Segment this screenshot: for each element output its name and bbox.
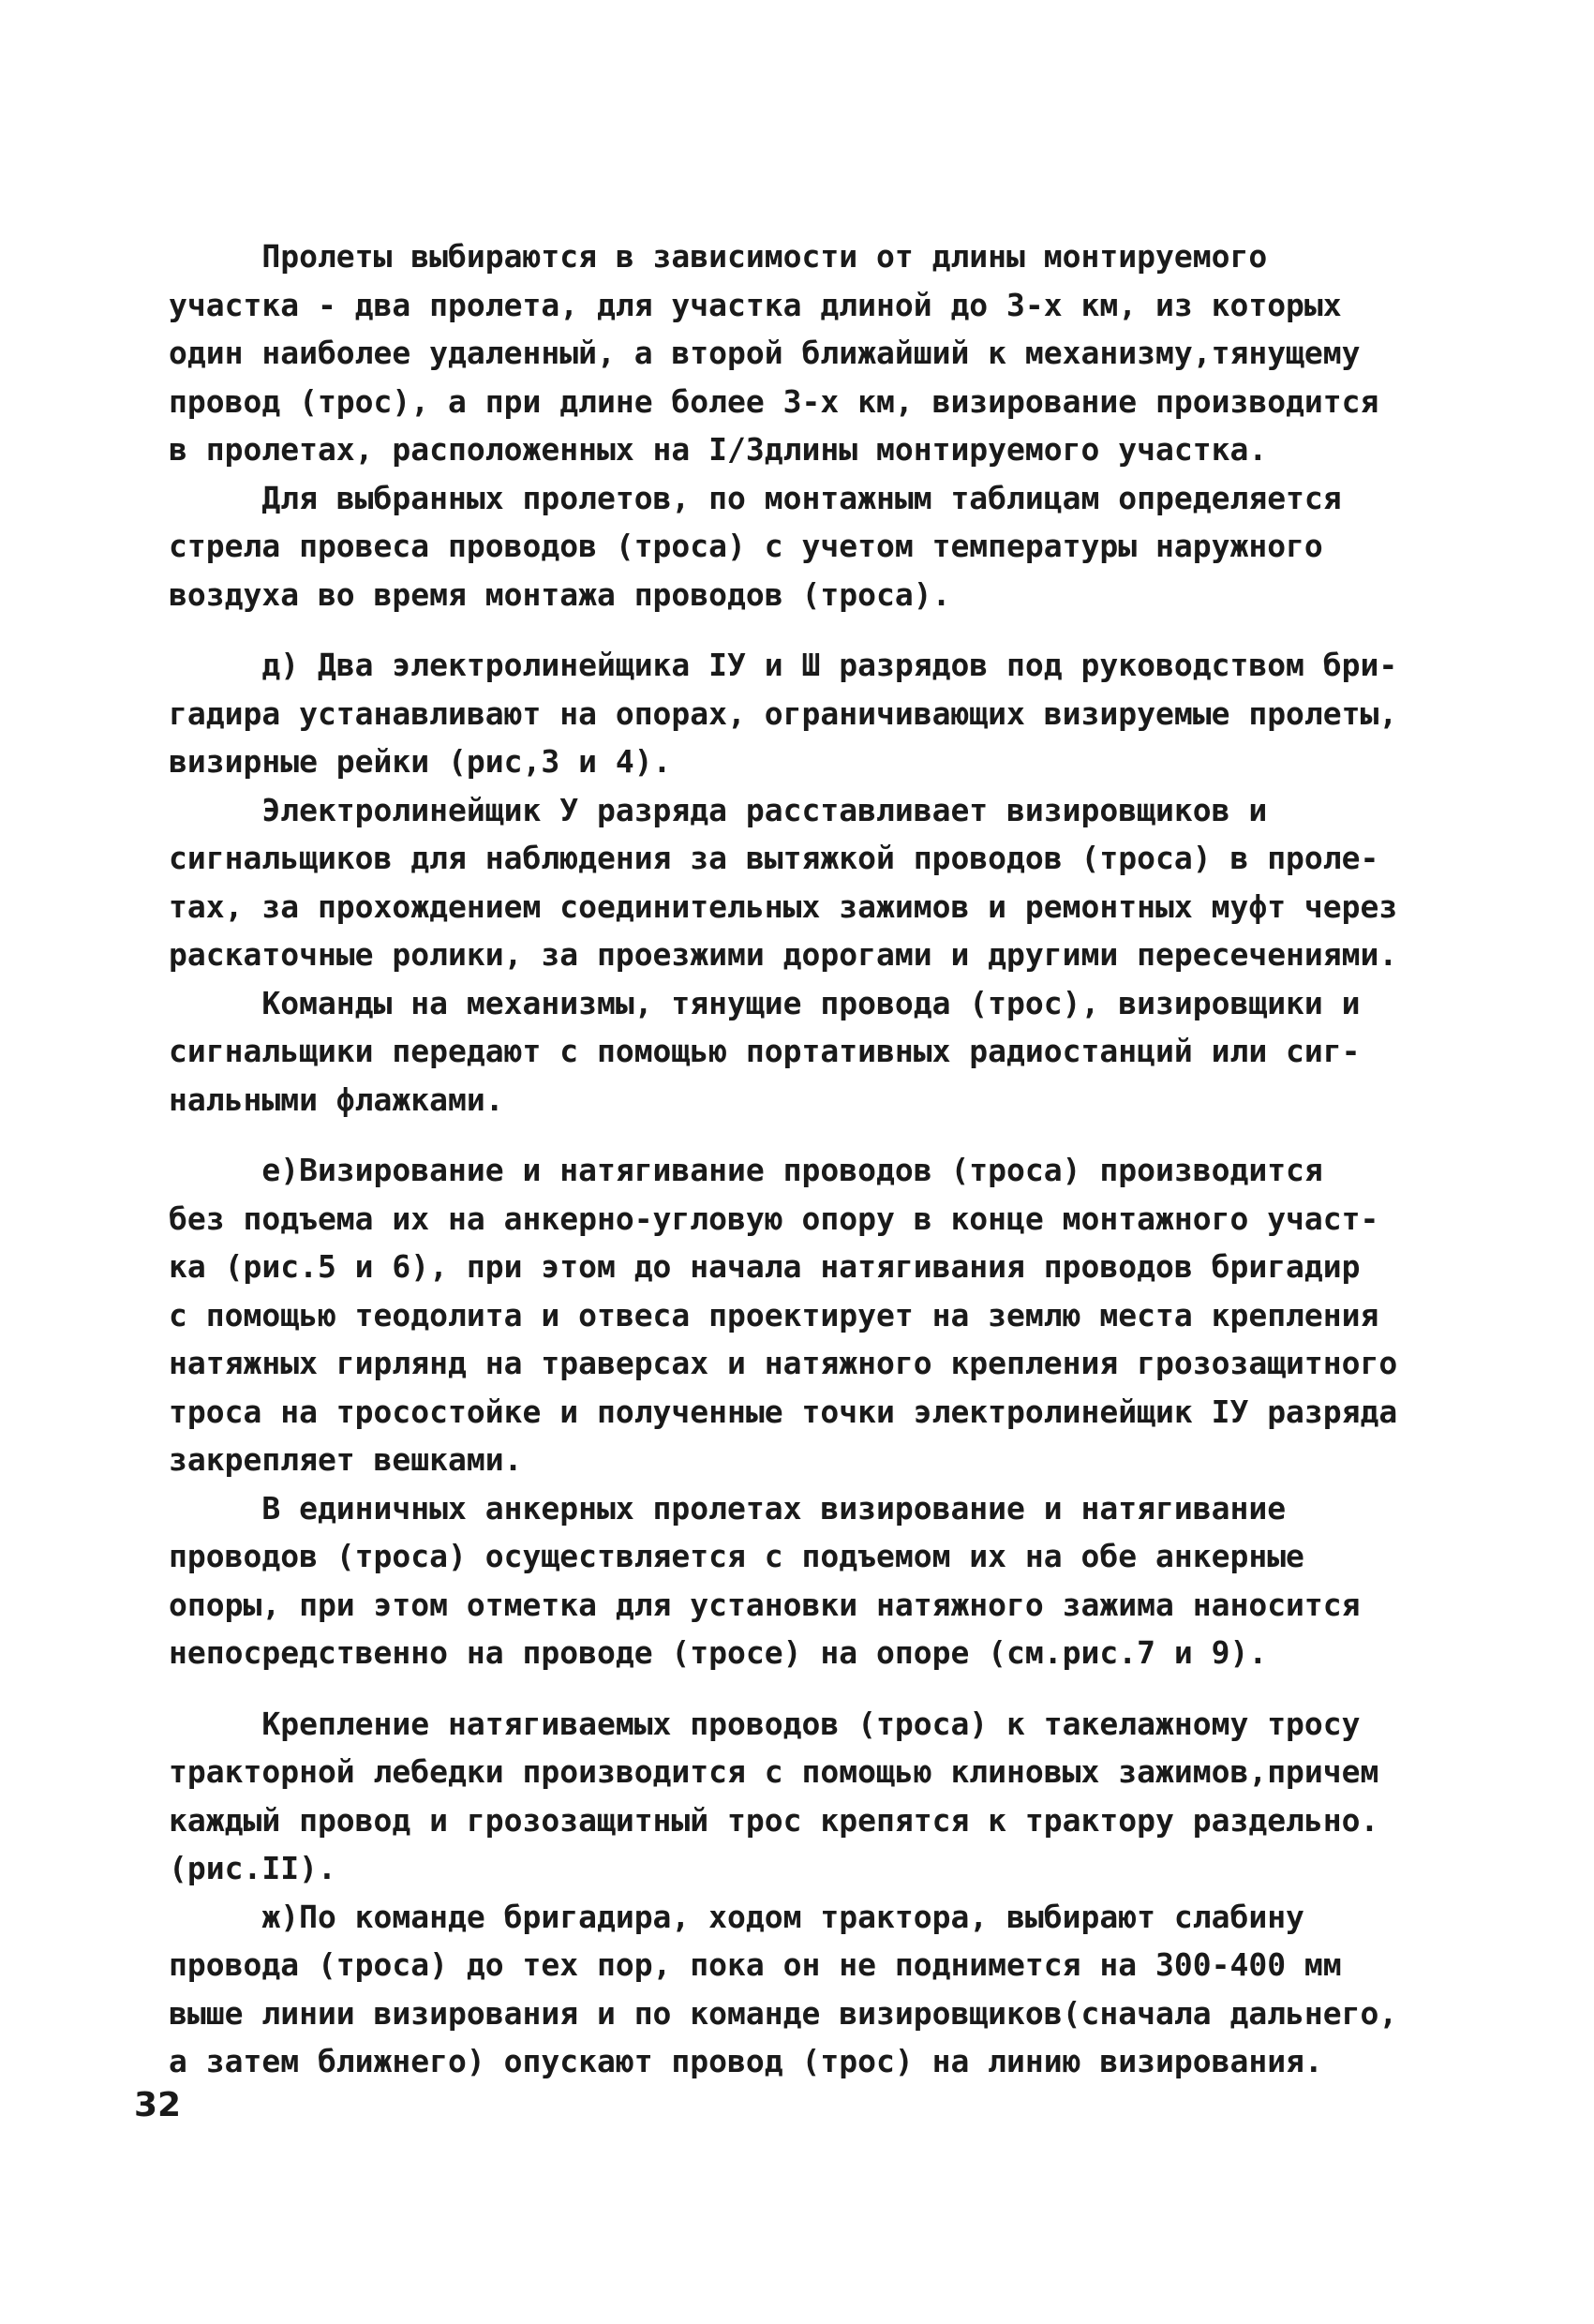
text-line: сигнальщики передают с помощью портативных радиостанций или сиг- xyxy=(169,1033,1361,1069)
text-line: каждый провод и грозозащитный трос крепятся к трактору раздельно. xyxy=(169,1801,1379,1839)
paragraph-2 xyxy=(169,474,1452,619)
text-line: воздуха во время монтажа проводов (троса). xyxy=(169,575,951,613)
text-line: Команды на механизмы, тянущие провода (трос), визировщики и xyxy=(169,984,1361,1021)
document-body xyxy=(169,232,1452,2086)
text-line: е)Визирование и натягивание проводов (троса) производится xyxy=(169,1152,1323,1188)
text-line: ж)По команде бригадира, ходом трактора, выбирают слабину xyxy=(169,1898,1304,1935)
text-line: (рис.II). xyxy=(169,1850,336,1886)
page-number: 32 xyxy=(134,2086,182,2124)
paragraph-gap xyxy=(169,618,1452,641)
paragraph-gap xyxy=(169,1124,1452,1146)
text-line: тах, за прохождением соединительных зажимов и ремонтных муфт через xyxy=(169,887,1398,925)
paragraph-4 xyxy=(169,786,1452,979)
paragraph-1 xyxy=(169,232,1452,474)
paragraph-9 xyxy=(169,1893,1452,2086)
text-line: а затем ближнего) опускают провод (трос) на линию визирования. xyxy=(169,2043,1323,2079)
paragraph-gap xyxy=(169,1677,1452,1700)
text-line: участка - два пролета, для участка длиной до 3-х км, из которых xyxy=(169,286,1342,323)
text-line: Пролеты выбираются в зависимости от длины монтируемого xyxy=(169,238,1268,275)
text-line: гадира устанавливают на опорах, ограничивающих визируемые пролеты, xyxy=(169,694,1398,732)
text-line: стрела провеса проводов (троса) с учетом температуры наружного xyxy=(169,528,1323,564)
text-line: тракторной лебедки производится с помощью клиновых зажимов,причем xyxy=(169,1753,1379,1790)
text-line: с помощью теодолита и отвеса проектирует на землю места крепления xyxy=(169,1296,1379,1333)
paragraph-5 xyxy=(169,979,1452,1125)
paragraph-7 xyxy=(169,1484,1452,1677)
text-line: д) Два электролинейщика IУ и Ш разрядов под руководством бри- xyxy=(169,647,1398,683)
paragraph-6 xyxy=(169,1146,1452,1484)
text-line: проводов (троса) осуществляется с подъемом их на обе анкерные xyxy=(169,1538,1304,1574)
text-line: в пролетах, расположенных на I/3длины монтируемого участка. xyxy=(169,431,1268,468)
text-line: В единичных анкерных пролетах визирование и натягивание xyxy=(169,1489,1287,1527)
text-line: опоры, при этом отметка для установки натяжного зажима наносится xyxy=(169,1586,1361,1623)
text-line: непосредственно на проводе (тросе) на опоре (см.рис.7 и 9). xyxy=(169,1634,1268,1671)
text-line: один наиболее удаленный, а второй ближайший к механизму,тянущему xyxy=(169,335,1361,371)
text-line: провод (трос), а при длине более 3-х км, визирование производится xyxy=(169,382,1379,420)
text-line: Электролинейщик У разряда расставливает визировщиков и xyxy=(169,791,1268,828)
text-line: нальными флажками. xyxy=(169,1080,504,1118)
text-line: троса на тросостойке и полученные точки электролинейщик IУ разряда xyxy=(169,1393,1398,1430)
text-line: визирные рейки (рис,3 и 4). xyxy=(169,743,672,780)
text-line: Крепление натягиваемых проводов (троса) к такелажному тросу xyxy=(169,1705,1361,1742)
text-line: раскаточные ролики, за проезжими дорогами и другими пересечениями. xyxy=(169,936,1398,973)
text-line: без подъема их на анкерно-угловую опору в конце монтажного участ- xyxy=(169,1199,1379,1237)
text-line: ка (рис.5 и 6), при этом до начала натягивания проводов бригадир xyxy=(169,1248,1361,1285)
text-line: закрепляет вешками. xyxy=(169,1441,523,1478)
text-line: Для выбранных пролетов, по монтажным таблицам определяется xyxy=(169,479,1342,516)
text-line: натяжных гирлянд на траверсах и натяжного крепления грозозащитного xyxy=(169,1345,1398,1381)
paragraph-8 xyxy=(169,1700,1452,1893)
paragraph-3 xyxy=(169,641,1452,786)
text-line: провода (троса) до тех пор, пока он не поднимется на 300-400 мм xyxy=(169,1946,1342,1983)
text-line: сигнальщиков для наблюдения за вытяжкой проводов (троса) в проле- xyxy=(169,840,1379,876)
text-line: выше линии визирования и по команде визировщиков(сначала дальнего, xyxy=(169,1994,1398,2032)
